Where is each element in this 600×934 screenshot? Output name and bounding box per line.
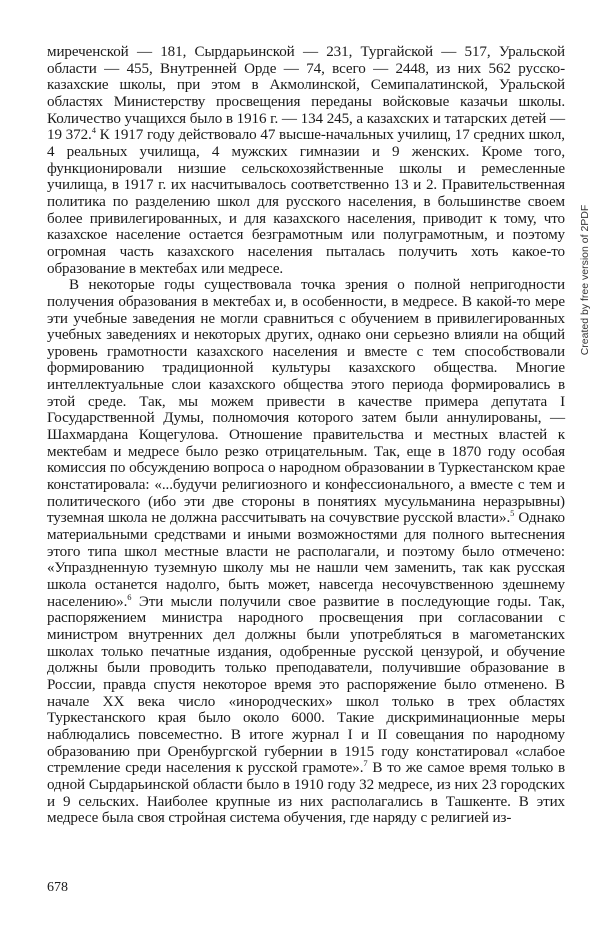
text-run: В некоторые годы существовала точка зрения о полной непригодности получения образования в мектебах и, в особенности, в медресе. В какой-то мере эти учебные заведения не могли сравниться с обучением в привилегированных учебных заведениях и некоторых других, однако они серьезно влияли на общий уровень грамотности казахского населения и вместе с тем способствовали формированию традиционной культуры казахского общества. Многие интеллектуальные слои казахского общества этого периода формировались в этой среде. Так, мы можем привести в качестве примера депутата I Государственной Думы, полномочия которого затем были аннулированы, — Шахмардана Кощегулова. Отношение правительства и местных властей к мектебам и медресе было резко отрицательным. Так, еще в 1870 году особая комиссия по обсуждению вопроса о народном образовании в Туркестанском крае констатировала: «...будучи религиозного и конфессионального, а вместе с тем и политического (ибо эти две стороны в понятиях мусульманина неразрывны) туземная школа не должна рассчитывать на сочувствие русской власти». <box>47 277 565 527</box>
pdf-watermark: Created by free version of 2PDF <box>579 204 591 356</box>
body-text <box>47 44 565 827</box>
footnote-marker: 7 <box>363 758 368 769</box>
text-run: Эти мысли получили свое развитие в последующие годы. Так, распоряжением министра народного просвещения при согласовании с министром внутренних дел должны были употребляться в магометанских школах только печатные издания, одобренные русской цензурой, и обучение должны были проводить только преподаватели, получившие образование в России, правда спустя некоторое время это распоряжение было отменено. В начале XX века число «инородческих» школ только в трех областях Туркестанского края было около 6000. Такие дискриминационные меры наблюдались повсеместно. В итоге журнал I и II совещания по народному образованию при Оренбургской губернии в 1915 году констатировал «слабое стремление среди населения к русской грамоте». <box>47 593 565 777</box>
text-run: В то же самое время только в одной Сырдарьинской области было в 1910 году 32 медресе, из них 23 городских и 9 сельских. Наиболее крупные из них располагались в Ташкенте. В этих медресе была своя стройная система обучения, где наряду с религией из- <box>47 760 566 827</box>
footnote-marker: 4 <box>91 125 96 136</box>
paragraph <box>47 44 565 277</box>
text-run: Однако материальными средствами и иными возможностями для полного вытеснения этого типа школ местные власти не располагали, и поэтому было отмечено: «Упраздненную туземную школу мы не нашли чем заменить, так как русская школа останется надолго, быть может, навсегда несочувственною здешнему населению». <box>47 510 565 610</box>
footnote-marker: 6 <box>127 591 132 602</box>
text-run: миреченской — 181, Сырдарьинской — 231, Тургайской — 517, Уральской области — 455, Внутренней Орде — 74, всего — 2448, из них 562 русско-казахские школы, при этом в Акмолинской, Семипалатинской, Уральской областях Министерству просвещения переданы войсковые казачьи школы. Количество учащихся было в 1916 г. — 134 245, а казахских и татарских детей — 19 372. <box>47 44 565 144</box>
footnote-marker: 5 <box>510 508 515 519</box>
text-run: К 1917 году действовало 47 высше-начальных училищ, 17 средних школ, 4 реальных училища, 4 мужских гимназии и 9 женских. Кроме того, функционировали низшие сельскохозяйственные школы и ремесленные училища, в 1917 г. их насчитывалось соответственно 13 и 2. Правительственная политика по разделению школ для русского населения, в большинстве своем более привилегированных, и для казахского населения, приводит к тому, что казахское население остается безграмотным или полуграмотным, и поэтому огромная часть казахского населения пыталась получить хоть какое-то образование в мектебах или медресе. <box>47 127 565 277</box>
paragraph <box>47 277 565 827</box>
page-number: 678 <box>47 880 68 895</box>
